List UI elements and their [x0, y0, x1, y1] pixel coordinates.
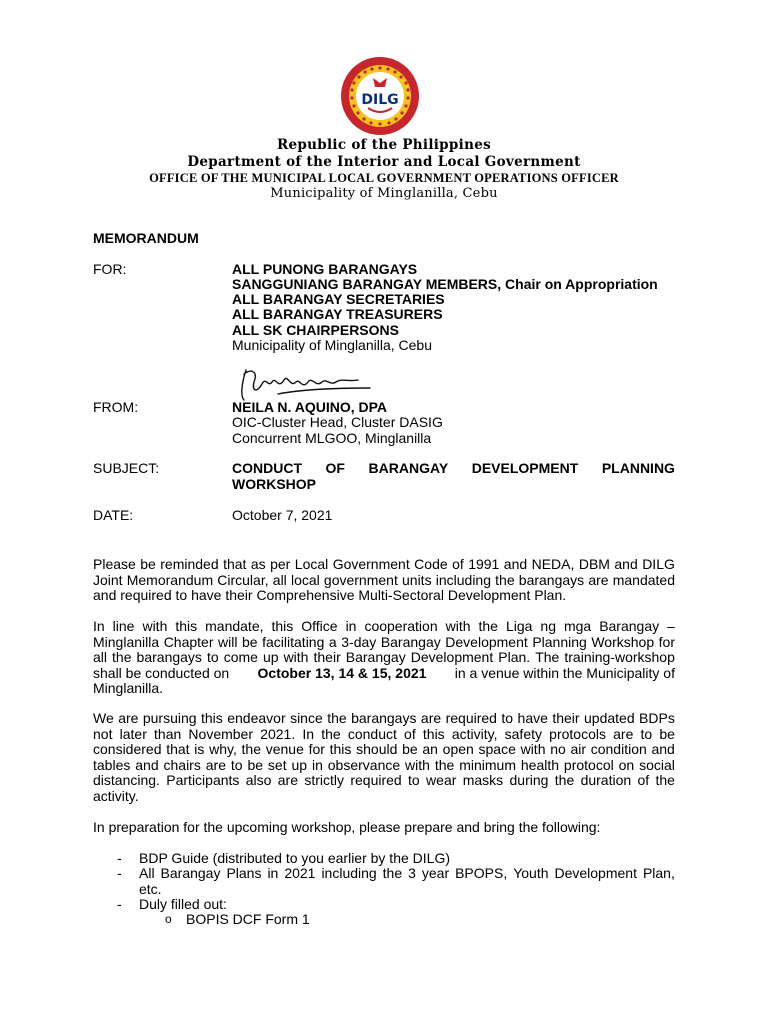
word: and	[614, 556, 638, 572]
word: per	[270, 556, 291, 572]
word: the	[382, 865, 403, 881]
word: minimum	[459, 756, 516, 773]
paragraph-2	[93, 619, 675, 697]
word: required	[445, 710, 497, 726]
word: activity,	[451, 725, 498, 742]
paragraph-line	[93, 666, 675, 682]
word: their	[313, 649, 341, 665]
word: that	[223, 556, 247, 572]
word: mga	[563, 618, 592, 634]
word: Code	[414, 556, 448, 572]
word: reminded	[160, 556, 219, 572]
word: NEDA,	[531, 556, 575, 572]
bullet-item: BDP Guide (distributed to you earlier by the DILG)	[139, 850, 451, 866]
word: why,	[209, 741, 237, 757]
word: training-workshop	[564, 649, 675, 665]
word: Barangay	[345, 649, 406, 665]
word: no	[550, 741, 566, 757]
word: tables	[93, 756, 131, 773]
word: the	[434, 756, 455, 773]
word: as	[250, 556, 266, 572]
recipient-line: ALL BARANGAY SECRETARIES	[232, 291, 445, 307]
paragraph-line	[93, 742, 675, 758]
word: We	[93, 710, 114, 726]
word: venue	[265, 741, 304, 757]
word: Government	[332, 556, 410, 572]
word: Liga	[505, 618, 533, 634]
word: in	[267, 865, 279, 881]
word: are	[420, 710, 442, 726]
word: In	[302, 725, 315, 742]
word: this	[329, 741, 352, 757]
word: open	[442, 741, 474, 757]
paragraph-3	[93, 711, 675, 804]
word: are	[205, 756, 226, 773]
word: of	[452, 556, 464, 572]
word: social	[639, 756, 675, 773]
recipient-line: ALL SK CHAIRPERSONS	[232, 322, 399, 338]
from-title: OIC-Cluster Head, Cluster DASIG	[232, 414, 443, 430]
word: units	[402, 571, 432, 588]
word: this	[271, 618, 294, 634]
word: that	[166, 741, 190, 757]
paragraph-line	[93, 573, 675, 589]
word: Local	[294, 556, 329, 572]
subject-line: WORKSHOP	[232, 475, 316, 492]
bullet-item	[139, 866, 675, 897]
word: this	[422, 725, 445, 742]
word: Chapter	[163, 633, 214, 650]
word: and	[651, 741, 675, 757]
paragraph-line	[93, 650, 675, 666]
subject-text	[232, 461, 675, 492]
subject-word: CONDUCT	[232, 460, 302, 476]
word: are	[277, 772, 298, 788]
paragraph-line	[93, 711, 675, 727]
paragraph-line	[93, 635, 675, 651]
paragraph-line	[93, 557, 675, 573]
word: facilitating	[262, 633, 325, 650]
republic-heading: Republic of the Philippines	[277, 137, 491, 153]
word: a	[328, 633, 337, 650]
word: the	[655, 772, 675, 788]
sub-bullet-item: BOPIS DCF Form 1	[186, 911, 310, 927]
word: Planning	[532, 633, 587, 650]
office-heading: OFFICE OF THE MUNICIPAL LOCAL GOVERNMENT OPERATIONS OFFICER	[149, 171, 619, 185]
word: Plan,	[642, 865, 675, 881]
word: not	[93, 725, 113, 742]
word: including	[321, 865, 377, 881]
recipient-line: ALL BARANGAY TREASURERS	[232, 306, 443, 322]
paragraph-line: Minglanilla.	[93, 680, 164, 696]
paragraph-line	[93, 727, 675, 743]
word: wear	[426, 772, 457, 788]
word: with	[520, 741, 546, 757]
word: and	[135, 756, 159, 773]
word: than	[154, 725, 182, 742]
word: to	[501, 710, 514, 726]
word: Development	[410, 649, 494, 665]
word: to	[206, 649, 219, 665]
subject-label: SUBJECT:	[93, 460, 160, 476]
paragraph-line: and required to have their Comprehensive Multi-Sectoral Development Plan.	[93, 587, 567, 603]
word: in	[345, 618, 357, 634]
word: Barangay	[599, 618, 660, 634]
word: be	[402, 741, 418, 757]
word: come	[223, 649, 258, 665]
word: barangays	[518, 571, 585, 588]
municipality-heading: Municipality of Minglanilla, Cebu	[270, 186, 498, 201]
subject-word: PLANNING	[601, 460, 675, 476]
word: safety	[504, 725, 542, 742]
word: of	[404, 725, 416, 742]
for-label: FOR:	[93, 261, 127, 277]
bullet-line: etc.	[139, 880, 162, 897]
seal-text: DILG	[361, 92, 399, 108]
paragraph-1	[93, 557, 675, 604]
word: government	[323, 571, 398, 588]
word: the	[241, 741, 262, 757]
word: required	[350, 772, 402, 788]
word: Participants	[166, 772, 240, 788]
word: for	[658, 633, 675, 650]
bullet-item: Duly filled out:	[139, 896, 227, 912]
word: Please	[93, 556, 136, 572]
word: be	[659, 725, 675, 742]
word: protocol	[563, 756, 614, 773]
paragraph-line: In preparation for the upcoming workshop, please prepare and bring the following:	[93, 819, 601, 835]
word: all	[93, 649, 108, 665]
date-value: October 7, 2021	[232, 507, 333, 523]
word: line	[112, 618, 135, 634]
word: are	[118, 710, 139, 726]
word: 3	[408, 865, 416, 881]
word: be	[140, 556, 156, 572]
word: be	[242, 633, 258, 650]
word: local	[290, 571, 320, 588]
bullet-line	[139, 866, 675, 882]
word: 2021.	[260, 725, 296, 742]
word: Development	[554, 865, 637, 881]
word: are	[613, 725, 634, 742]
word: with	[142, 618, 168, 634]
subject-line	[232, 461, 675, 477]
word: year	[421, 865, 450, 881]
word: mandate,	[205, 618, 264, 634]
word: their	[552, 710, 580, 726]
word: the	[327, 710, 347, 726]
word: in	[311, 756, 323, 773]
word: Minglanilla	[93, 633, 160, 650]
word: Plans	[226, 865, 262, 881]
word: air	[570, 741, 587, 757]
word: with	[283, 649, 309, 665]
sub-bullet-marker: o	[165, 912, 172, 926]
word: the	[554, 772, 575, 788]
word: barangays	[136, 649, 202, 665]
word: Development	[445, 633, 528, 650]
word: space	[478, 741, 516, 757]
paragraph-text: in a venue within the Municipality of	[454, 664, 675, 681]
word: including	[435, 571, 491, 588]
word: mandated	[612, 571, 675, 588]
word: strictly	[304, 772, 344, 788]
from-label: FROM:	[93, 399, 139, 415]
word: Circular,	[217, 571, 269, 588]
word: ng	[540, 618, 556, 634]
word: The	[535, 649, 560, 665]
word: November	[188, 725, 254, 742]
word: the	[495, 571, 515, 588]
word: considered	[93, 741, 162, 757]
word: up	[291, 756, 308, 773]
word: health	[520, 756, 560, 773]
word: protocols	[549, 725, 606, 742]
word: DBM	[578, 556, 610, 572]
bullet-marker: -	[117, 896, 122, 912]
word: Barangay	[380, 633, 441, 650]
word: distancing.	[93, 772, 160, 788]
word: All	[139, 865, 155, 881]
word: is	[194, 741, 205, 757]
recipient-line: ALL PUNONG BARANGAYS	[232, 261, 418, 277]
word: Youth	[513, 865, 549, 881]
word: Office	[301, 618, 338, 634]
subject-word: DEVELOPMENT	[471, 460, 579, 476]
word: set	[267, 756, 287, 773]
word: Barangay	[160, 865, 221, 881]
word: and	[503, 556, 528, 572]
subject-word: BARANGAY	[368, 460, 449, 476]
word: also	[245, 772, 272, 788]
paragraph-line	[93, 773, 675, 789]
word: cooperation	[364, 618, 438, 634]
from-title: Concurrent MLGOO, Minglanilla	[232, 430, 432, 446]
word: the	[321, 725, 341, 742]
memorandum-title: MEMORANDUM	[93, 230, 199, 246]
word: this	[175, 618, 198, 634]
word: this	[201, 710, 223, 726]
dilg-seal-logo	[340, 56, 420, 136]
word: chairs	[163, 756, 201, 773]
bullet-marker: -	[117, 850, 122, 866]
paragraph-4	[93, 820, 675, 836]
paragraph-line	[93, 758, 675, 774]
word: be	[247, 756, 264, 773]
word: to	[640, 725, 653, 742]
word: pursuing	[142, 710, 197, 726]
word: will	[218, 633, 238, 650]
word: 2021	[284, 865, 316, 881]
word: up	[262, 649, 279, 665]
word: –	[667, 618, 675, 634]
word: all	[272, 571, 287, 588]
recipients-location: Municipality of Minglanilla, Cebu	[232, 337, 432, 353]
word: during	[509, 772, 549, 788]
word: an	[422, 741, 438, 757]
word: DILG	[642, 556, 675, 572]
word: Joint	[93, 571, 123, 588]
bullet-marker: -	[117, 865, 122, 881]
department-heading: Department of the Interior and Local Government	[187, 154, 581, 170]
word: duration	[580, 772, 632, 788]
word: are	[588, 571, 609, 588]
word: since	[290, 710, 323, 726]
word: barangays	[351, 710, 417, 726]
subject-word: OF	[325, 460, 345, 476]
word: on	[618, 756, 635, 773]
word: updated	[584, 710, 635, 726]
word: conduct	[347, 725, 397, 742]
word: of	[637, 772, 650, 788]
paragraph-text: shall be conducted on	[93, 664, 230, 681]
from-name: NEILA N. AQUINO, DPA	[232, 399, 388, 415]
word: BPOPS,	[455, 865, 508, 881]
word: have	[517, 710, 548, 726]
word: Workshop	[591, 633, 655, 650]
word: with	[445, 618, 471, 634]
word: to	[230, 756, 243, 773]
word: BDPs	[639, 710, 675, 726]
word: for	[308, 741, 325, 757]
word: should	[356, 741, 398, 757]
recipient-line: SANGGUNIANG BARANGAY MEMBERS, Chair on Appropriation	[232, 276, 658, 292]
word: 3-day	[341, 633, 377, 650]
paragraph-line: activity.	[93, 787, 139, 804]
word: 1991	[468, 556, 500, 572]
word: masks	[462, 772, 504, 788]
word: with	[405, 756, 430, 773]
word: observance	[327, 756, 401, 773]
word: condition	[590, 741, 647, 757]
word: Memorandum	[126, 571, 214, 588]
word: the	[478, 618, 498, 634]
word: In	[93, 618, 105, 634]
word: to	[408, 772, 420, 788]
word: the	[112, 649, 132, 665]
word: Plan.	[498, 649, 531, 665]
word: later	[119, 725, 147, 742]
date-label: DATE:	[93, 507, 134, 523]
word: endeavor	[227, 710, 286, 726]
workshop-dates: October 13, 14 & 15, 2021	[257, 664, 427, 681]
paragraph-line	[93, 619, 675, 635]
